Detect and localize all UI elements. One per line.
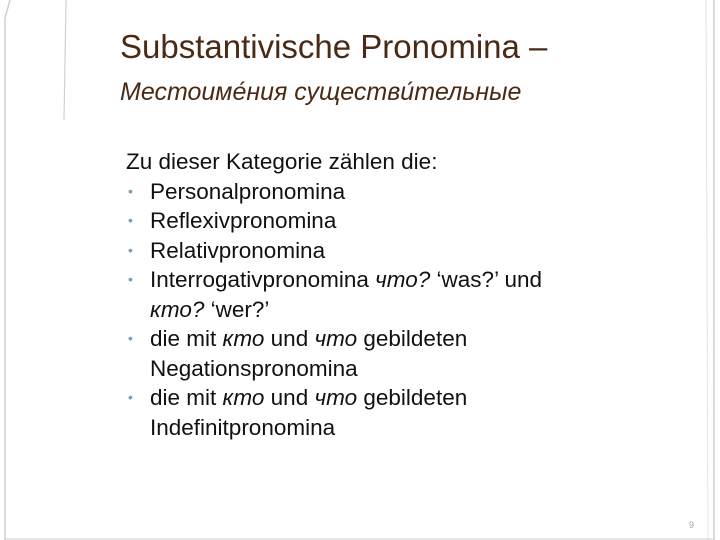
list-item-text: und (264, 326, 315, 351)
list-item (126, 324, 686, 383)
list-item-text: Interrogativpronomina (150, 267, 376, 292)
list-item-text: Negationspronomina (150, 355, 358, 381)
intro-text: Zu dieser Kategorie zählen die: (126, 149, 438, 174)
bullet-icon: • (128, 212, 133, 228)
list-item-text: gebildeten (357, 385, 468, 410)
bullet-list (126, 177, 686, 443)
russian-word: что (314, 385, 358, 410)
list-item-text: Personalpronomina (150, 178, 346, 204)
russian-word: кто? (150, 296, 205, 322)
bullet-icon: • (128, 389, 133, 405)
list-item-text: Relativpronomina (150, 237, 326, 263)
russian-word: что (314, 326, 358, 351)
list-item-text: Indefinitpronomina (150, 414, 336, 440)
bullet-icon: • (128, 330, 133, 346)
list-item (126, 265, 686, 324)
list-item-text: ‘was?’ und (430, 267, 543, 292)
russian-word: кто (222, 326, 265, 351)
list-item-text: gebildeten (357, 326, 468, 351)
list-item (126, 383, 686, 442)
bullet-icon: • (128, 271, 133, 287)
slide-body (126, 147, 686, 442)
list-item (126, 236, 686, 266)
slide-title: Substantivische Pronomina – (120, 28, 548, 65)
list-item-text: die mit (150, 326, 223, 351)
russian-word: что? (375, 267, 431, 292)
list-item (126, 177, 686, 207)
slide-subtitle: Местоиме́ния существи́тельные (120, 78, 522, 106)
list-item-text: die mit (150, 385, 223, 410)
bullet-icon: • (128, 241, 133, 258)
list-item-text: und (264, 385, 315, 410)
page-number: 9 (689, 520, 695, 530)
list-item (126, 206, 686, 236)
list-item-text: Reflexivpronomina (150, 208, 337, 233)
bullet-icon: • (128, 182, 133, 199)
list-item-text: ‘wer?’ (204, 296, 270, 322)
russian-word: кто (222, 385, 265, 410)
